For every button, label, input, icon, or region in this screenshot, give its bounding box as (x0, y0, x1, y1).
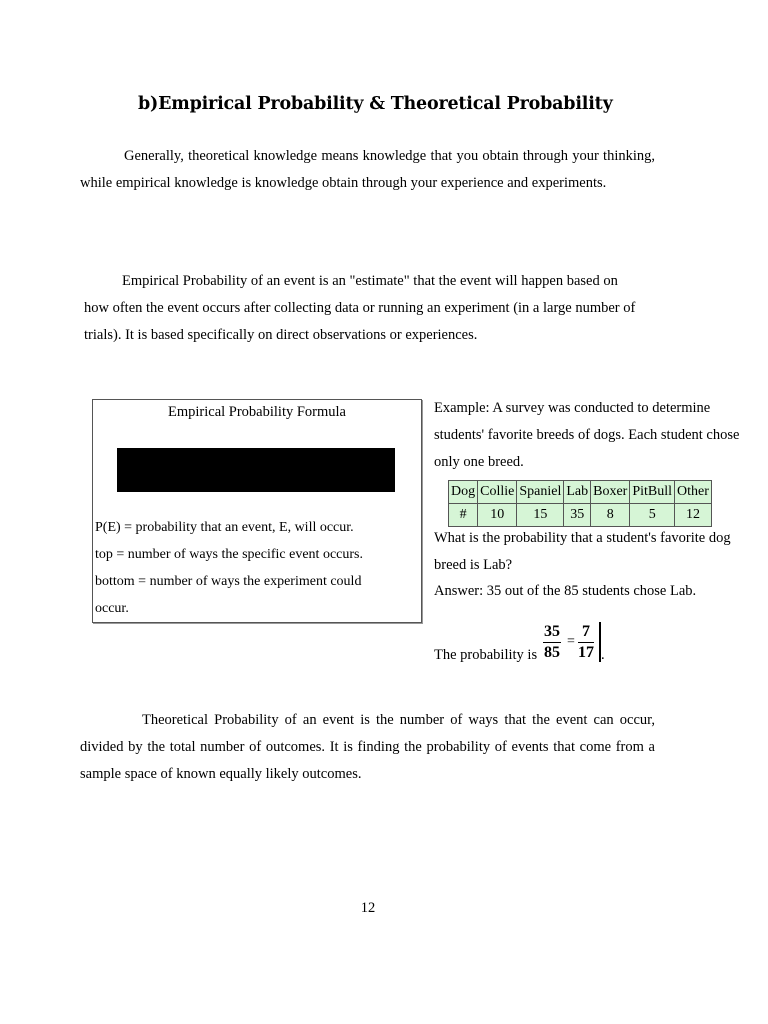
example-question: What is the probability that a student's favorite dog breed is Lab? (434, 530, 731, 573)
paragraph-empirical: Empirical Probability of an event is an "estimate" that the event will happen based on how often the event occurs after collecting data or running an experiment (in a large number of trials). It is based specifically on direct observations or experiences. (84, 273, 636, 343)
section-heading: b)Empirical Probability & Theoretical Probability (138, 94, 613, 114)
table-header-row (449, 481, 712, 504)
table-cell: 5 (630, 504, 675, 527)
table-cell: # (449, 504, 478, 527)
table-cell: Lab (564, 481, 591, 504)
fraction-35-85 (543, 622, 561, 663)
fraction-denominator: 85 (544, 644, 560, 661)
definition-bottom: bottom = number of ways the experiment could (95, 574, 362, 589)
example-intro: Example: A survey was conducted to determine students' favorite breeds of dogs. Each student chose only one breed. (434, 400, 740, 470)
table-cell: PitBull (630, 481, 675, 504)
example-answer: Answer: 35 out of the 85 students chose Lab. (434, 583, 697, 599)
table-cell: Spaniel (517, 481, 564, 504)
table-cell: Dog (449, 481, 478, 504)
equals-sign: = (567, 634, 575, 649)
formula-definitions (95, 514, 415, 622)
fraction-denominator: 17 (578, 644, 594, 661)
page-number: 12 (360, 900, 376, 916)
table-cell: 8 (591, 504, 630, 527)
table-cell: Boxer (591, 481, 630, 504)
period: . (601, 647, 605, 663)
table-cell: Other (675, 481, 712, 504)
table-row (449, 504, 712, 527)
table-cell: 10 (478, 504, 517, 527)
paragraph-theoretical: Theoretical Probability of an event is the number of ways that the event can occur, divided by the total number of outcomes. It is finding the probability of events that come from a sample space of known equally likely outcomes. (80, 712, 655, 782)
definition-pe: P(E) = probability that an event, E, will occur. (95, 520, 354, 535)
fraction-numerator: 35 (543, 622, 561, 643)
definition-top: top = number of ways the specific event occurs. (95, 547, 363, 562)
definition-bottom-cont: occur. (95, 601, 129, 616)
table-cell: 15 (517, 504, 564, 527)
dog-breed-table (448, 480, 712, 527)
formula-box (92, 399, 422, 623)
probability-label: The probability is (434, 647, 538, 663)
table-cell: Collie (478, 481, 517, 504)
fraction-numerator: 7 (578, 622, 594, 643)
formula-title: Empirical Probability Formula (167, 404, 346, 420)
table-cell: 35 (564, 504, 591, 527)
redacted-formula (117, 448, 395, 492)
paragraph-general: Generally, theoretical knowledge means knowledge that you obtain through your thinking, while empirical knowledge is knowledge obtain through your experience and experiments. (80, 148, 655, 191)
fraction-7-17 (578, 622, 594, 663)
table-cell: 12 (675, 504, 712, 527)
